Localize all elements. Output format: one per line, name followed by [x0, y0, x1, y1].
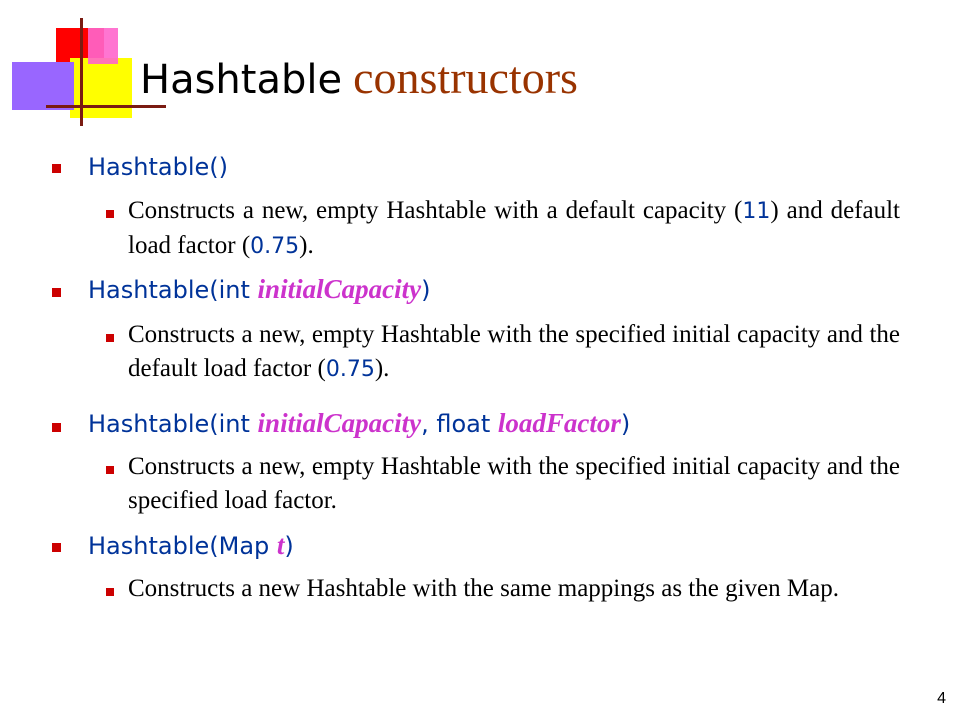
constructor-signature-3	[88, 408, 630, 439]
purple-square-decoration	[12, 62, 74, 110]
sub-bullet-icon	[106, 210, 114, 218]
vertical-line-decoration	[80, 18, 83, 126]
bullet-icon	[52, 423, 61, 432]
signature-text: )	[421, 276, 431, 304]
bullet-icon	[52, 288, 61, 297]
description-text: ).	[299, 232, 314, 259]
constructor-signature-4	[88, 530, 294, 561]
slide-title	[140, 52, 578, 106]
signature-text: Hashtable(Map	[88, 532, 277, 560]
sub-bullet-icon	[106, 466, 114, 474]
constructor-description-3: Constructs a new, empty Hashtable with the specified initial capacity and the specified load factor.	[128, 453, 900, 514]
signature-text: Hashtable(int	[88, 410, 258, 438]
signature-text: , float	[421, 410, 498, 438]
default-load-factor-value: 0.75	[250, 234, 300, 259]
signature-parameter: initialCapacity	[257, 274, 422, 304]
constructor-description-2	[128, 318, 900, 387]
constructor-signature-2	[88, 274, 430, 305]
signature-text: )	[620, 410, 631, 438]
default-capacity-value: 11	[742, 199, 771, 224]
description-text: ) and default load factor (	[128, 197, 900, 259]
description-text: Constructs a new, empty Hashtable with a default capacity (	[128, 197, 743, 224]
page-number: 4	[937, 690, 946, 707]
signature-parameter: t	[276, 530, 285, 560]
sub-bullet-icon	[106, 588, 114, 596]
signature-parameter: loadFactor	[497, 408, 621, 438]
bullet-icon	[52, 543, 61, 552]
bullet-icon	[52, 164, 61, 173]
constructor-signature-1	[88, 153, 228, 181]
description-text: Constructs a new, empty Hashtable with the specified initial capacity and the default load factor (	[128, 321, 900, 382]
description-text: ).	[374, 355, 390, 382]
pink-square-decoration	[88, 28, 118, 64]
signature-text: Hashtable()	[88, 153, 228, 181]
signature-text: Hashtable(int	[88, 276, 258, 304]
title-part-1: Hashtable	[140, 57, 343, 103]
default-load-factor-value: 0.75	[325, 357, 375, 382]
signature-parameter: initialCapacity	[257, 408, 422, 438]
constructor-description-4: Constructs a new Hashtable with the same mappings as the given Map.	[128, 575, 839, 602]
signature-text: )	[284, 532, 294, 560]
constructor-description-1	[128, 194, 900, 264]
sub-bullet-icon	[106, 334, 114, 342]
title-part-2: constructors	[353, 52, 578, 103]
